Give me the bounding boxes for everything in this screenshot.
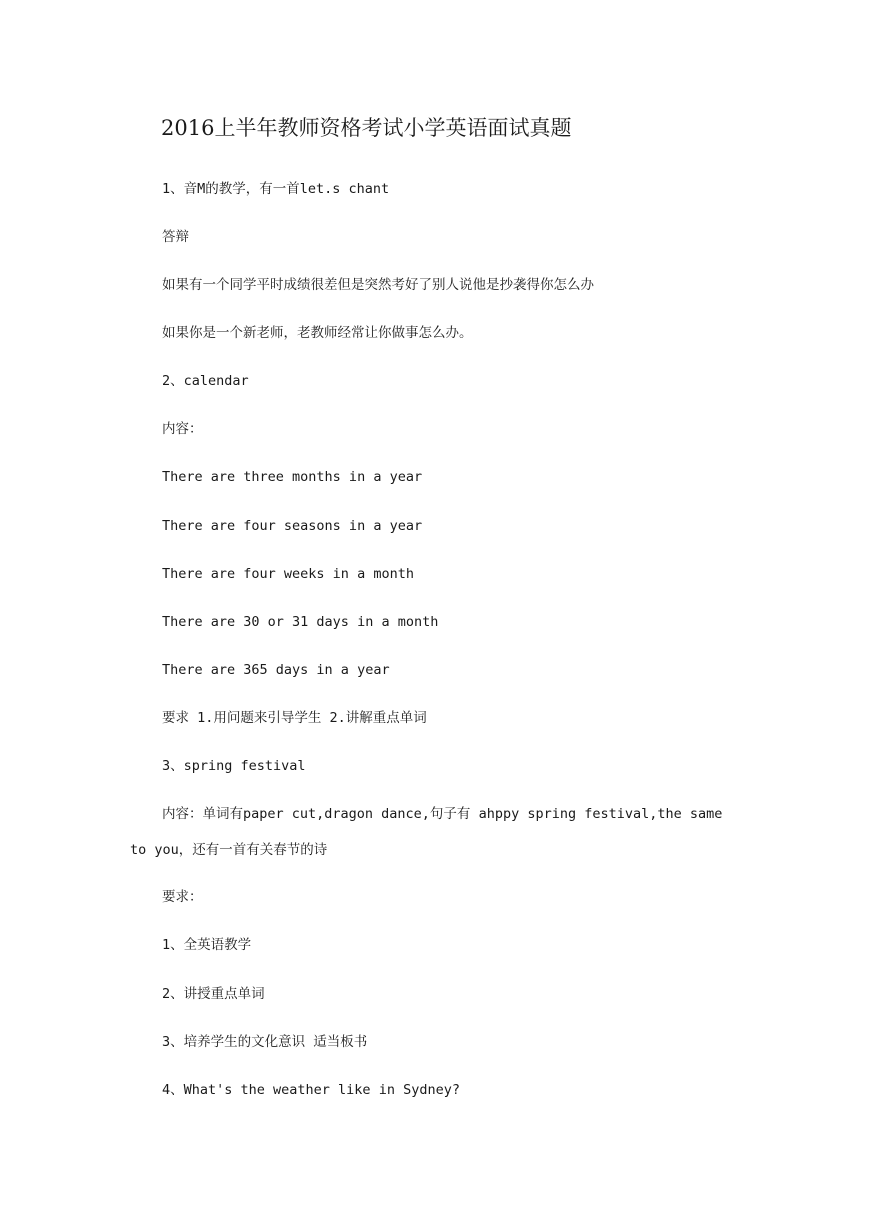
paragraph: 如果有一个同学平时成绩很差但是突然考好了别人说他是抄袭得你怎么办 — [162, 277, 594, 293]
paragraph: There are four seasons in a year — [162, 518, 423, 534]
paragraph: 1、音M的教学，有一首let.s chant — [162, 181, 390, 197]
paragraph: There are 365 days in a year — [162, 662, 390, 678]
paragraph: 要求 1.用问题来引导学生 2.讲解重点单词 — [162, 710, 427, 726]
paragraph: 3、spring festival — [162, 758, 306, 774]
paragraph: 2、讲授重点单词 — [162, 986, 265, 1002]
paragraph: 1、全英语教学 — [162, 937, 252, 953]
paragraph: 3、培养学生的文化意识 适当板书 — [162, 1034, 368, 1050]
paragraph: 如果你是一个新老师，老教师经常让你做事怎么办。 — [162, 325, 473, 341]
document-title: 2016上半年教师资格考试小学英语面试真题 — [161, 116, 572, 140]
paragraph: 内容： — [162, 421, 203, 437]
paragraph: 4、What's the weather like in Sydney? — [162, 1082, 460, 1098]
paragraph: 2、calendar — [162, 373, 249, 389]
paragraph: 答辩 — [162, 229, 189, 245]
paragraph: There are 30 or 31 days in a month — [162, 614, 439, 630]
paragraph: 要求： — [162, 889, 203, 905]
paragraph: There are four weeks in a month — [162, 566, 414, 582]
paragraph: There are three months in a year — [162, 469, 423, 485]
paragraph: 内容：单词有paper cut,dragon dance,句子有 ahppy spring festival,the same to you，还有一首有关春节的诗 — [130, 806, 723, 858]
